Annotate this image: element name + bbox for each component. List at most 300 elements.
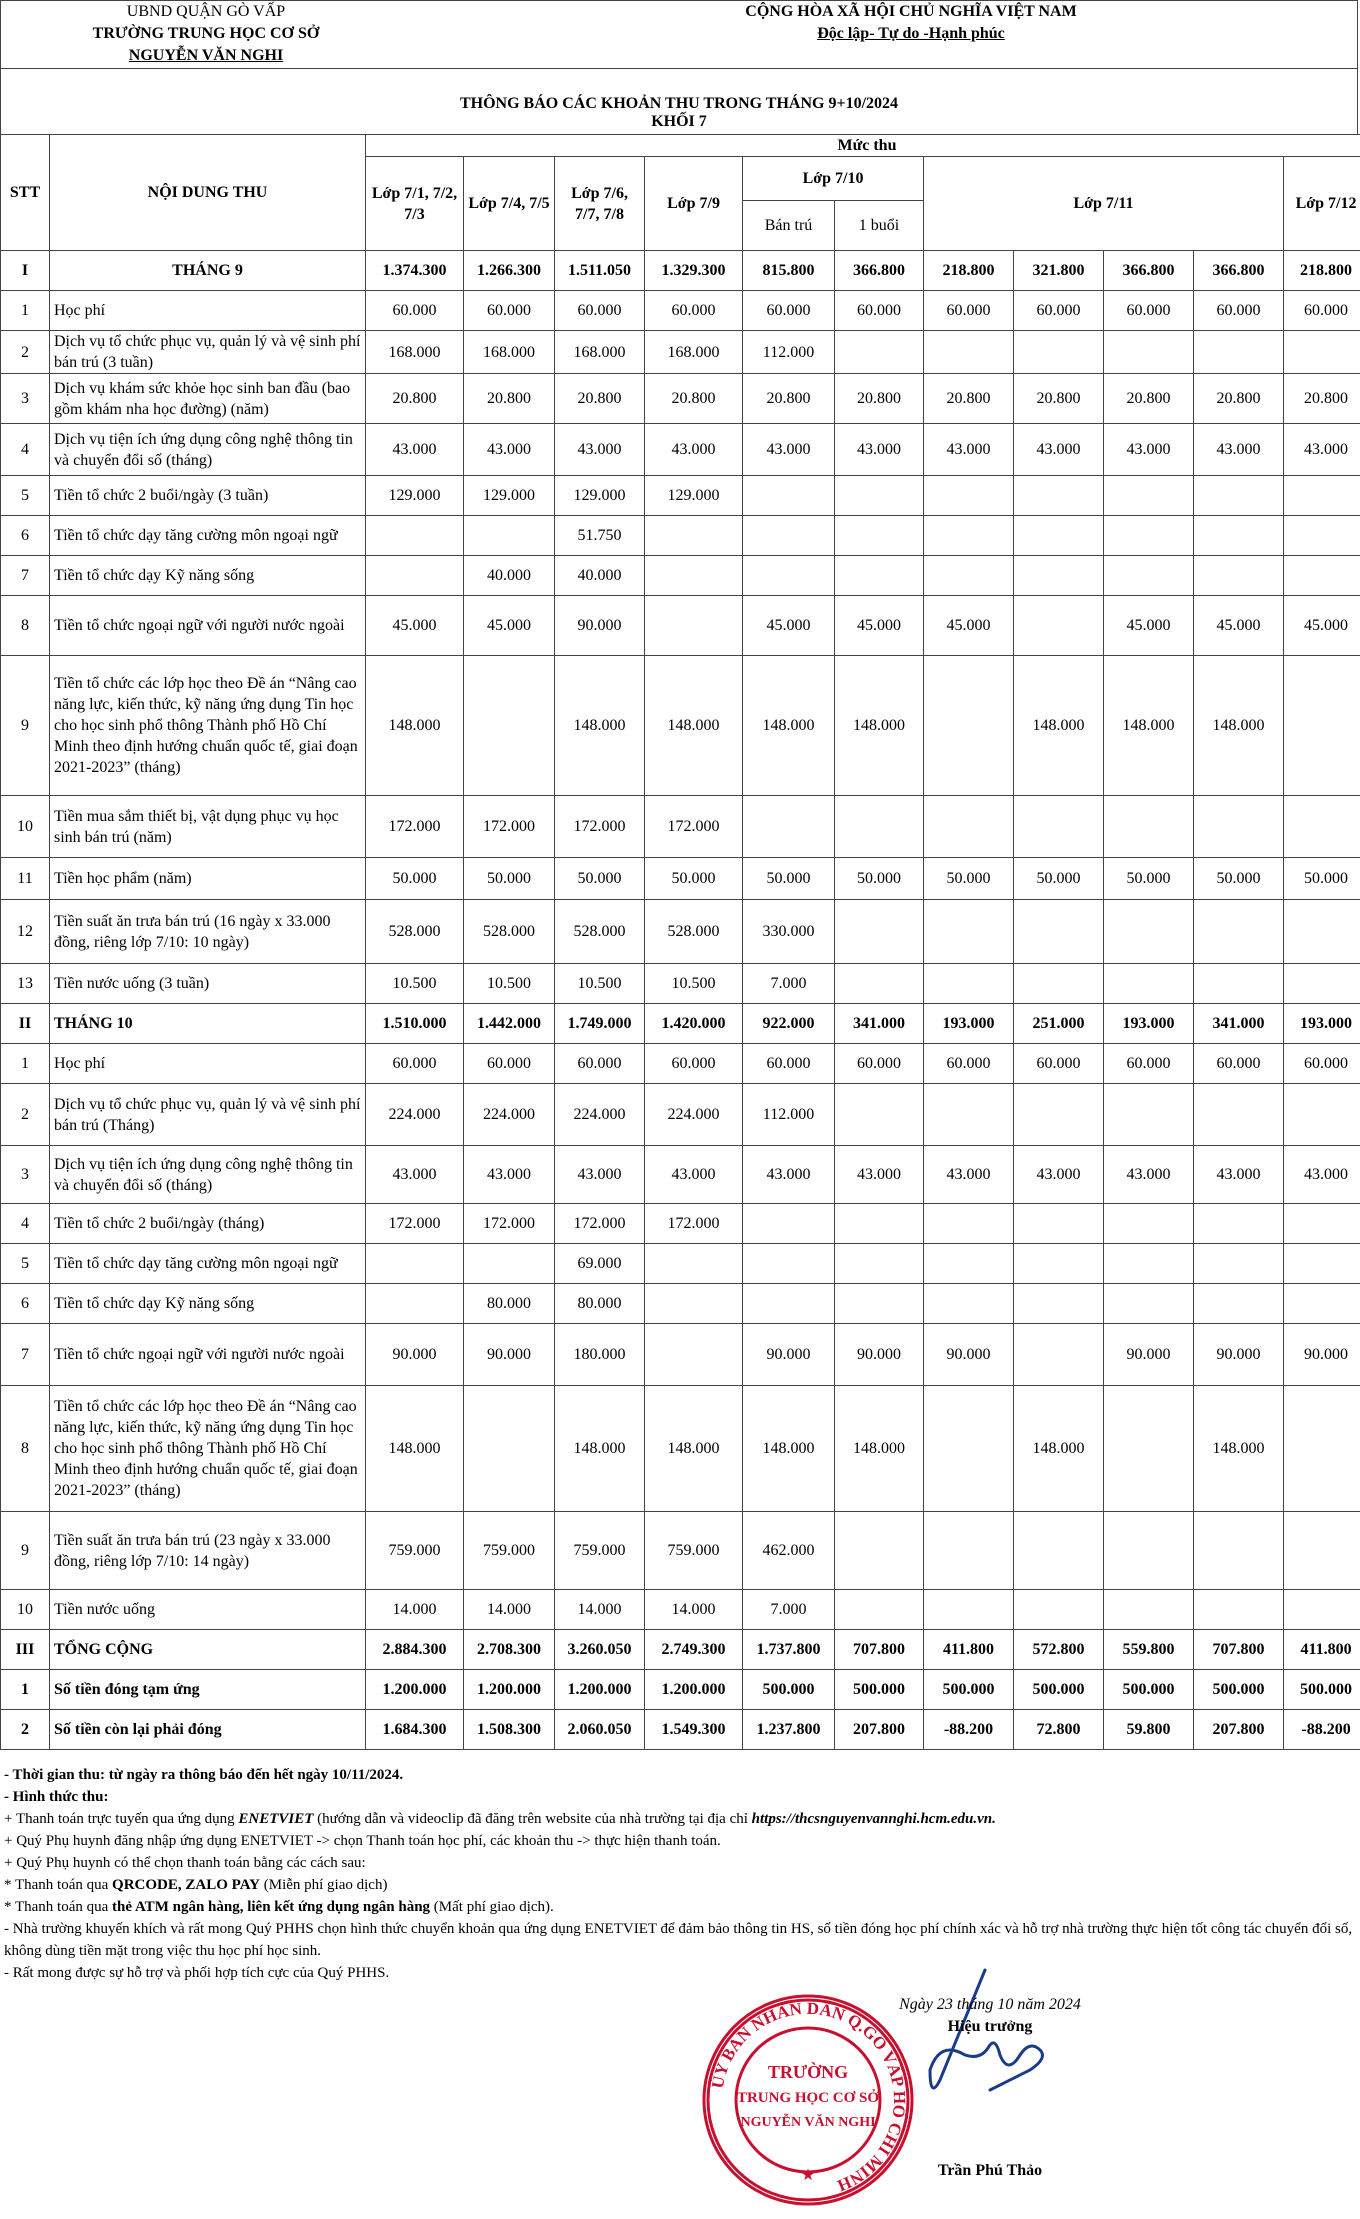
fee-cell: 148.000 <box>366 1386 464 1512</box>
fee-cell: 2.060.050 <box>555 1710 645 1750</box>
fee-cell <box>1104 1590 1194 1630</box>
fee-cell: 60.000 <box>1104 291 1194 331</box>
fee-cell <box>924 1284 1014 1324</box>
fee-cell <box>1194 1204 1284 1244</box>
fee-cell: 60.000 <box>645 1044 743 1084</box>
fee-cell: 50.000 <box>835 858 924 900</box>
row-stt: 9 <box>1 656 50 796</box>
fee-cell: 1.329.300 <box>645 251 743 291</box>
section-row <box>1 1630 1360 1670</box>
fee-cell <box>743 796 835 858</box>
payment-option-qr: * Thanh toán qua QRCODE, ZALO PAY (Miễn phí giao dịch) <box>4 1877 388 1893</box>
fee-cell: 43.000 <box>1194 1146 1284 1204</box>
row-stt: 4 <box>1 1204 50 1244</box>
fee-cell <box>743 1244 835 1284</box>
fee-cell: 500.000 <box>835 1670 924 1710</box>
fee-cell: 1.508.300 <box>464 1710 555 1750</box>
fee-cell: 59.800 <box>1104 1710 1194 1750</box>
row-description: Tiền tổ chức 2 buổi/ngày (3 tuần) <box>50 476 366 516</box>
fee-cell: 330.000 <box>743 900 835 964</box>
fee-cell <box>645 556 743 596</box>
signature-block <box>830 1996 1150 2180</box>
fee-cell: 3.260.050 <box>555 1630 645 1670</box>
notes-section <box>4 1764 1354 1984</box>
fee-cell <box>1194 1244 1284 1284</box>
fee-cell <box>1014 476 1104 516</box>
fee-table-body <box>1 251 1360 1750</box>
fee-cell: 148.000 <box>1014 656 1104 796</box>
fee-cell: 14.000 <box>366 1590 464 1630</box>
fee-cell: 2.749.300 <box>645 1630 743 1670</box>
row-description: Tiền tổ chức dạy tăng cường môn ngoại ngữ <box>50 1244 366 1284</box>
row-stt: 3 <box>1 374 50 424</box>
fee-cell <box>1014 964 1104 1004</box>
title-line-1: THÔNG BÁO CÁC KHOẢN THU TRONG THÁNG 9+10/2024 <box>459 95 899 112</box>
row-stt: 5 <box>1 1244 50 1284</box>
fee-cell: 129.000 <box>555 476 645 516</box>
fee-cell <box>1284 1512 1360 1590</box>
table-row <box>1 1204 1360 1244</box>
table-row <box>1 596 1360 656</box>
fee-cell: 60.000 <box>1284 291 1360 331</box>
fee-cell <box>1194 900 1284 964</box>
fee-cell: 60.000 <box>924 1044 1014 1084</box>
fee-cell <box>743 1204 835 1244</box>
row-description: Dịch vụ tổ chức phục vụ, quản lý và vệ sinh phí bán trú (Tháng) <box>50 1084 366 1146</box>
fee-cell <box>835 556 924 596</box>
fee-cell: 60.000 <box>1284 1044 1360 1084</box>
fee-cell <box>1104 516 1194 556</box>
fee-cell <box>1194 1590 1284 1630</box>
fee-cell <box>835 1590 924 1630</box>
fee-cell: 148.000 <box>645 656 743 796</box>
closing-note: - Rất mong được sự hỗ trợ và phối hợp tích cực của Quý PHHS. <box>4 1965 390 1981</box>
fee-cell: 72.800 <box>1014 1710 1104 1750</box>
fee-cell: 60.000 <box>1014 1044 1104 1084</box>
fee-cell: 462.000 <box>743 1512 835 1590</box>
table-row <box>1 1590 1360 1630</box>
fee-cell <box>1284 1244 1360 1284</box>
fee-cell: 50.000 <box>1014 858 1104 900</box>
fee-cell: 60.000 <box>555 291 645 331</box>
fee-cell <box>835 1284 924 1324</box>
fee-cell <box>1104 476 1194 516</box>
fee-cell: 1.200.000 <box>555 1670 645 1710</box>
fee-cell: 43.000 <box>1104 424 1194 476</box>
fee-cell: 148.000 <box>1194 1386 1284 1512</box>
fee-cell: 10.500 <box>464 964 555 1004</box>
fee-cell <box>366 556 464 596</box>
fee-cell: 528.000 <box>366 900 464 964</box>
fee-cell: 90.000 <box>924 1324 1014 1386</box>
fee-cell <box>1194 1084 1284 1146</box>
fee-cell: 50.000 <box>366 858 464 900</box>
fee-cell <box>1284 964 1360 1004</box>
fee-cell: 193.000 <box>1104 1004 1194 1044</box>
fee-cell <box>835 331 924 374</box>
table-row <box>1 291 1360 331</box>
section-row <box>1 1004 1360 1044</box>
header-class-7-9: Lớp 7/9 <box>645 157 743 251</box>
fee-cell <box>1104 796 1194 858</box>
fee-cell: 129.000 <box>366 476 464 516</box>
fee-cell: 224.000 <box>464 1084 555 1146</box>
fee-cell: 129.000 <box>645 476 743 516</box>
fee-cell: 251.000 <box>1014 1004 1104 1044</box>
fee-cell <box>1014 796 1104 858</box>
fee-cell: 45.000 <box>1104 596 1194 656</box>
fee-cell: 60.000 <box>1014 291 1104 331</box>
fee-cell: 759.000 <box>555 1512 645 1590</box>
fee-cell: 60.000 <box>743 1044 835 1084</box>
fee-cell <box>835 964 924 1004</box>
fee-cell: 193.000 <box>924 1004 1014 1044</box>
table-row <box>1 1084 1360 1146</box>
payment-method-online: + Thanh toán trực tuyến qua ứng dụng ENETVIET (hướng dẫn và videoclip đã đăng trên website của nhà trường tại địa chỉ https://thcsnguyenvannghi.hcm.edu.vn. <box>4 1811 996 1827</box>
fee-cell: 129.000 <box>464 476 555 516</box>
fee-cell: 168.000 <box>645 331 743 374</box>
school-type: TRƯỜNG TRUNG HỌC CƠ SỞ <box>92 25 320 42</box>
fee-cell: 20.800 <box>1284 374 1360 424</box>
fee-cell <box>1014 1084 1104 1146</box>
fee-cell: 148.000 <box>645 1386 743 1512</box>
fee-cell: 60.000 <box>366 1044 464 1084</box>
fee-cell: 43.000 <box>835 1146 924 1204</box>
table-row <box>1 374 1360 424</box>
svg-text:TRƯỜNG: TRƯỜNG <box>767 2062 849 2082</box>
header-class-7-6-8: Lớp 7/6, 7/7, 7/8 <box>555 157 645 251</box>
fee-cell: 14.000 <box>464 1590 555 1630</box>
fee-cell: 90.000 <box>464 1324 555 1386</box>
table-row <box>1 556 1360 596</box>
row-stt: 11 <box>1 858 50 900</box>
fee-cell <box>464 656 555 796</box>
fee-cell: 40.000 <box>464 556 555 596</box>
fee-cell: 40.000 <box>555 556 645 596</box>
header-class-7-12: Lớp 7/12 <box>1284 157 1360 251</box>
row-stt: 7 <box>1 556 50 596</box>
fee-cell <box>366 1244 464 1284</box>
row-description: TỔNG CỘNG <box>50 1630 366 1670</box>
fee-cell: 43.000 <box>464 424 555 476</box>
fee-cell <box>835 796 924 858</box>
fee-cell: 80.000 <box>464 1284 555 1324</box>
fee-cell: 43.000 <box>645 424 743 476</box>
nation-motto: Độc lập- Tự do -Hạnh phúc <box>817 25 1005 42</box>
header-class-7-4-5: Lớp 7/4, 7/5 <box>464 157 555 251</box>
fee-cell <box>835 1244 924 1284</box>
document-title <box>0 68 1358 134</box>
fee-cell: 1.749.000 <box>555 1004 645 1044</box>
fee-cell <box>743 516 835 556</box>
row-description: Tiền tổ chức ngoại ngữ với người nước ngoài <box>50 1324 366 1386</box>
fee-cell: -88.200 <box>924 1710 1014 1750</box>
fee-cell: 193.000 <box>1284 1004 1360 1044</box>
payment-options-intro: + Quý Phụ huynh có thể chọn thanh toán bằng các cách sau: <box>4 1855 366 1871</box>
fee-cell <box>1104 1204 1194 1244</box>
fee-cell <box>1014 1204 1104 1244</box>
fee-cell: 759.000 <box>366 1512 464 1590</box>
fee-cell: 45.000 <box>1194 596 1284 656</box>
fee-cell <box>1104 1084 1194 1146</box>
fee-cell: 43.000 <box>464 1146 555 1204</box>
signer-role: Hiệu trưởng <box>947 2018 1033 2035</box>
fee-cell: 411.800 <box>1284 1630 1360 1670</box>
fee-cell: 20.800 <box>835 374 924 424</box>
fee-cell <box>835 1084 924 1146</box>
fee-cell <box>1284 656 1360 796</box>
fee-cell: 45.000 <box>924 596 1014 656</box>
fee-cell: 1.549.300 <box>645 1710 743 1750</box>
fee-cell: 14.000 <box>555 1590 645 1630</box>
fee-cell: 50.000 <box>555 858 645 900</box>
fee-cell: 341.000 <box>835 1004 924 1044</box>
fee-cell <box>924 1512 1014 1590</box>
table-row <box>1 331 1360 374</box>
row-description: THÁNG 9 <box>50 251 366 291</box>
header-fee-level: Mức thu <box>366 135 1360 157</box>
fee-cell <box>1284 1204 1360 1244</box>
row-description: Tiền tổ chức ngoại ngữ với người nước ngoài <box>50 596 366 656</box>
fee-cell: 7.000 <box>743 1590 835 1630</box>
fee-cell: 148.000 <box>743 656 835 796</box>
row-stt: 2 <box>1 1084 50 1146</box>
fee-cell: 43.000 <box>924 1146 1014 1204</box>
fee-cell: 1.237.800 <box>743 1710 835 1750</box>
row-description: THÁNG 10 <box>50 1004 366 1044</box>
fee-cell <box>645 1324 743 1386</box>
row-stt: 5 <box>1 476 50 516</box>
fee-cell: 148.000 <box>555 656 645 796</box>
fee-cell: 172.000 <box>645 1204 743 1244</box>
fee-cell: 1.684.300 <box>366 1710 464 1750</box>
fee-cell: 10.500 <box>555 964 645 1004</box>
fee-cell: 51.750 <box>555 516 645 556</box>
fee-cell: 43.000 <box>1104 1146 1194 1204</box>
row-stt: III <box>1 1630 50 1670</box>
svg-text:ỦY BAN NHÂN DÂN Q.GÒ VẤP HỒ CH: ỦY BAN NHÂN DÂN Q.GÒ VẤP HỒ CHÍ MINH <box>707 1998 910 2196</box>
fee-cell: 500.000 <box>1104 1670 1194 1710</box>
fee-cell <box>924 1386 1014 1512</box>
fee-cell <box>1284 331 1360 374</box>
section-row <box>1 1710 1360 1750</box>
fee-cell: 172.000 <box>366 1204 464 1244</box>
row-stt: 4 <box>1 424 50 476</box>
fee-cell <box>924 1084 1014 1146</box>
fee-cell <box>924 1204 1014 1244</box>
app-name: ENETVIET <box>238 1811 314 1827</box>
row-stt: II <box>1 1004 50 1044</box>
fee-cell: 90.000 <box>835 1324 924 1386</box>
fee-cell: 172.000 <box>366 796 464 858</box>
fee-cell <box>645 596 743 656</box>
fee-cell: 528.000 <box>555 900 645 964</box>
row-stt: 10 <box>1 796 50 858</box>
header-class-7-1-3: Lớp 7/1, 7/2, 7/3 <box>366 157 464 251</box>
fee-cell: 148.000 <box>1194 656 1284 796</box>
fee-cell <box>835 1512 924 1590</box>
fee-cell: 168.000 <box>555 331 645 374</box>
fee-cell: 168.000 <box>464 331 555 374</box>
fee-cell: 172.000 <box>464 1204 555 1244</box>
fee-cell: 112.000 <box>743 331 835 374</box>
table-row <box>1 656 1360 796</box>
table-row <box>1 424 1360 476</box>
fee-cell: 90.000 <box>366 1324 464 1386</box>
row-description: Tiền nước uống (3 tuần) <box>50 964 366 1004</box>
fee-cell <box>1194 1284 1284 1324</box>
fee-cell: 500.000 <box>1194 1670 1284 1710</box>
fee-cell <box>835 516 924 556</box>
fee-cell: 60.000 <box>1194 1044 1284 1084</box>
fee-cell <box>924 476 1014 516</box>
fee-cell <box>1104 1284 1194 1324</box>
row-stt: 12 <box>1 900 50 964</box>
fee-cell: 224.000 <box>645 1084 743 1146</box>
fee-cell: 20.800 <box>1014 374 1104 424</box>
fee-cell <box>1284 1386 1360 1512</box>
fee-cell: 43.000 <box>924 424 1014 476</box>
fee-cell <box>1284 1084 1360 1146</box>
encouragement-note: - Nhà trường khuyến khích và rất mong Quý PHHS chọn hình thức chuyển khoản qua ứng dụng ENETVIET để đảm bảo thông tin HS, số tiền đóng học phí chính xác và hỗ trợ nhà trường thực hiện tốt công tác chuyển đổi số, không dùng tiền mặt trong việc thu học phí học sinh. <box>4 1921 1353 1959</box>
fee-cell <box>1104 331 1194 374</box>
fee-cell: 500.000 <box>743 1670 835 1710</box>
table-row <box>1 1284 1360 1324</box>
row-description: Tiền tổ chức dạy Kỹ năng sống <box>50 1284 366 1324</box>
row-stt: 1 <box>1 1044 50 1084</box>
fee-cell: 43.000 <box>366 1146 464 1204</box>
table-row <box>1 1324 1360 1386</box>
signing-date: Ngày 23 tháng 10 năm 2024 <box>899 1996 1081 2013</box>
fee-cell: 1.442.000 <box>464 1004 555 1044</box>
fee-cell: 528.000 <box>645 900 743 964</box>
fee-cell <box>1014 516 1104 556</box>
fee-cell <box>464 516 555 556</box>
fee-cell: 224.000 <box>366 1084 464 1146</box>
fee-cell: 148.000 <box>835 656 924 796</box>
fee-cell: 366.800 <box>1194 251 1284 291</box>
fee-cell: 20.800 <box>1104 374 1194 424</box>
fee-cell: 922.000 <box>743 1004 835 1044</box>
row-description: Tiền học phẩm (năm) <box>50 858 366 900</box>
fee-cell <box>1014 556 1104 596</box>
header-7-10-half-day: 1 buổi <box>835 201 924 251</box>
table-row <box>1 796 1360 858</box>
table-row <box>1 1512 1360 1590</box>
fee-cell: 500.000 <box>1284 1670 1360 1710</box>
fee-cell <box>924 1244 1014 1284</box>
row-stt: 1 <box>1 291 50 331</box>
fee-cell: 45.000 <box>1284 596 1360 656</box>
fee-cell: 45.000 <box>835 596 924 656</box>
row-description: Tiền tổ chức 2 buổi/ngày (tháng) <box>50 1204 366 1244</box>
fee-cell <box>924 1590 1014 1630</box>
fee-cell <box>464 1244 555 1284</box>
fee-cell: 7.000 <box>743 964 835 1004</box>
fee-cell <box>1284 1590 1360 1630</box>
fee-cell <box>743 556 835 596</box>
fee-cell: 50.000 <box>464 858 555 900</box>
row-description: Số tiền còn lại phải đóng <box>50 1710 366 1750</box>
fee-cell: 43.000 <box>555 1146 645 1204</box>
fee-cell <box>1284 796 1360 858</box>
fee-cell <box>1194 516 1284 556</box>
fee-cell: 707.800 <box>1194 1630 1284 1670</box>
fee-cell: 43.000 <box>743 1146 835 1204</box>
fee-cell: 1.200.000 <box>645 1670 743 1710</box>
fee-cell: 43.000 <box>555 424 645 476</box>
row-description: Học phí <box>50 1044 366 1084</box>
fee-cell <box>1014 1324 1104 1386</box>
fee-cell: 207.800 <box>1194 1710 1284 1750</box>
fee-cell <box>924 331 1014 374</box>
fee-cell: 20.800 <box>645 374 743 424</box>
fee-cell: 20.800 <box>555 374 645 424</box>
fee-cell <box>1194 331 1284 374</box>
fee-cell: 90.000 <box>743 1324 835 1386</box>
fee-cell: 43.000 <box>835 424 924 476</box>
fee-cell: 50.000 <box>924 858 1014 900</box>
fee-cell: 1.511.050 <box>555 251 645 291</box>
row-stt: 13 <box>1 964 50 1004</box>
table-row <box>1 964 1360 1004</box>
school-website-link[interactable]: https://thcsnguyenvannghi.hcm.edu.vn. <box>751 1811 996 1827</box>
fee-cell: 218.800 <box>924 251 1014 291</box>
fee-cell <box>1284 900 1360 964</box>
district-name: UBND QUẬN GÒ VẤP <box>126 3 286 20</box>
row-description: Tiền suất ăn trưa bán trú (23 ngày x 33.000 đồng, riêng lớp 7/10: 14 ngày) <box>50 1512 366 1590</box>
fee-cell: 172.000 <box>464 796 555 858</box>
row-description: Dịch vụ tiện ích ứng dụng công nghệ thông tin và chuyển đổi số (tháng) <box>50 1146 366 1204</box>
fee-cell: 43.000 <box>1194 424 1284 476</box>
fee-cell <box>1194 556 1284 596</box>
svg-text:★: ★ <box>800 2167 816 2184</box>
table-row <box>1 1044 1360 1084</box>
fee-table <box>0 134 1360 1750</box>
fee-cell <box>1194 964 1284 1004</box>
fee-cell: 759.000 <box>464 1512 555 1590</box>
fee-cell <box>645 1244 743 1284</box>
fee-cell: 20.800 <box>924 374 1014 424</box>
fee-cell: 180.000 <box>555 1324 645 1386</box>
fee-cell: 559.800 <box>1104 1630 1194 1670</box>
fee-cell: 500.000 <box>924 1670 1014 1710</box>
fee-cell <box>1284 516 1360 556</box>
fee-cell <box>1014 1590 1104 1630</box>
fee-cell <box>743 476 835 516</box>
collection-period-note: - Thời gian thu: từ ngày ra thông báo đến hết ngày 10/11/2024. <box>4 1767 404 1783</box>
fee-cell: 20.800 <box>366 374 464 424</box>
fee-cell: 707.800 <box>835 1630 924 1670</box>
fee-cell: 60.000 <box>464 291 555 331</box>
fee-cell: 50.000 <box>1284 858 1360 900</box>
nation-block <box>541 1 1281 45</box>
fee-cell <box>924 516 1014 556</box>
fee-cell <box>464 1386 555 1512</box>
fee-cell: 50.000 <box>1194 858 1284 900</box>
fee-cell: 411.800 <box>924 1630 1014 1670</box>
row-stt: 6 <box>1 516 50 556</box>
row-description: Tiền tổ chức dạy tăng cường môn ngoại ngữ <box>50 516 366 556</box>
fee-cell <box>835 1204 924 1244</box>
fee-cell <box>645 1284 743 1324</box>
fee-cell: 1.420.000 <box>645 1004 743 1044</box>
fee-cell <box>1284 556 1360 596</box>
fee-cell: -88.200 <box>1284 1710 1360 1750</box>
fee-cell: 20.800 <box>743 374 835 424</box>
fee-cell: 60.000 <box>835 291 924 331</box>
header-class-7-11: Lớp 7/11 <box>924 157 1284 251</box>
